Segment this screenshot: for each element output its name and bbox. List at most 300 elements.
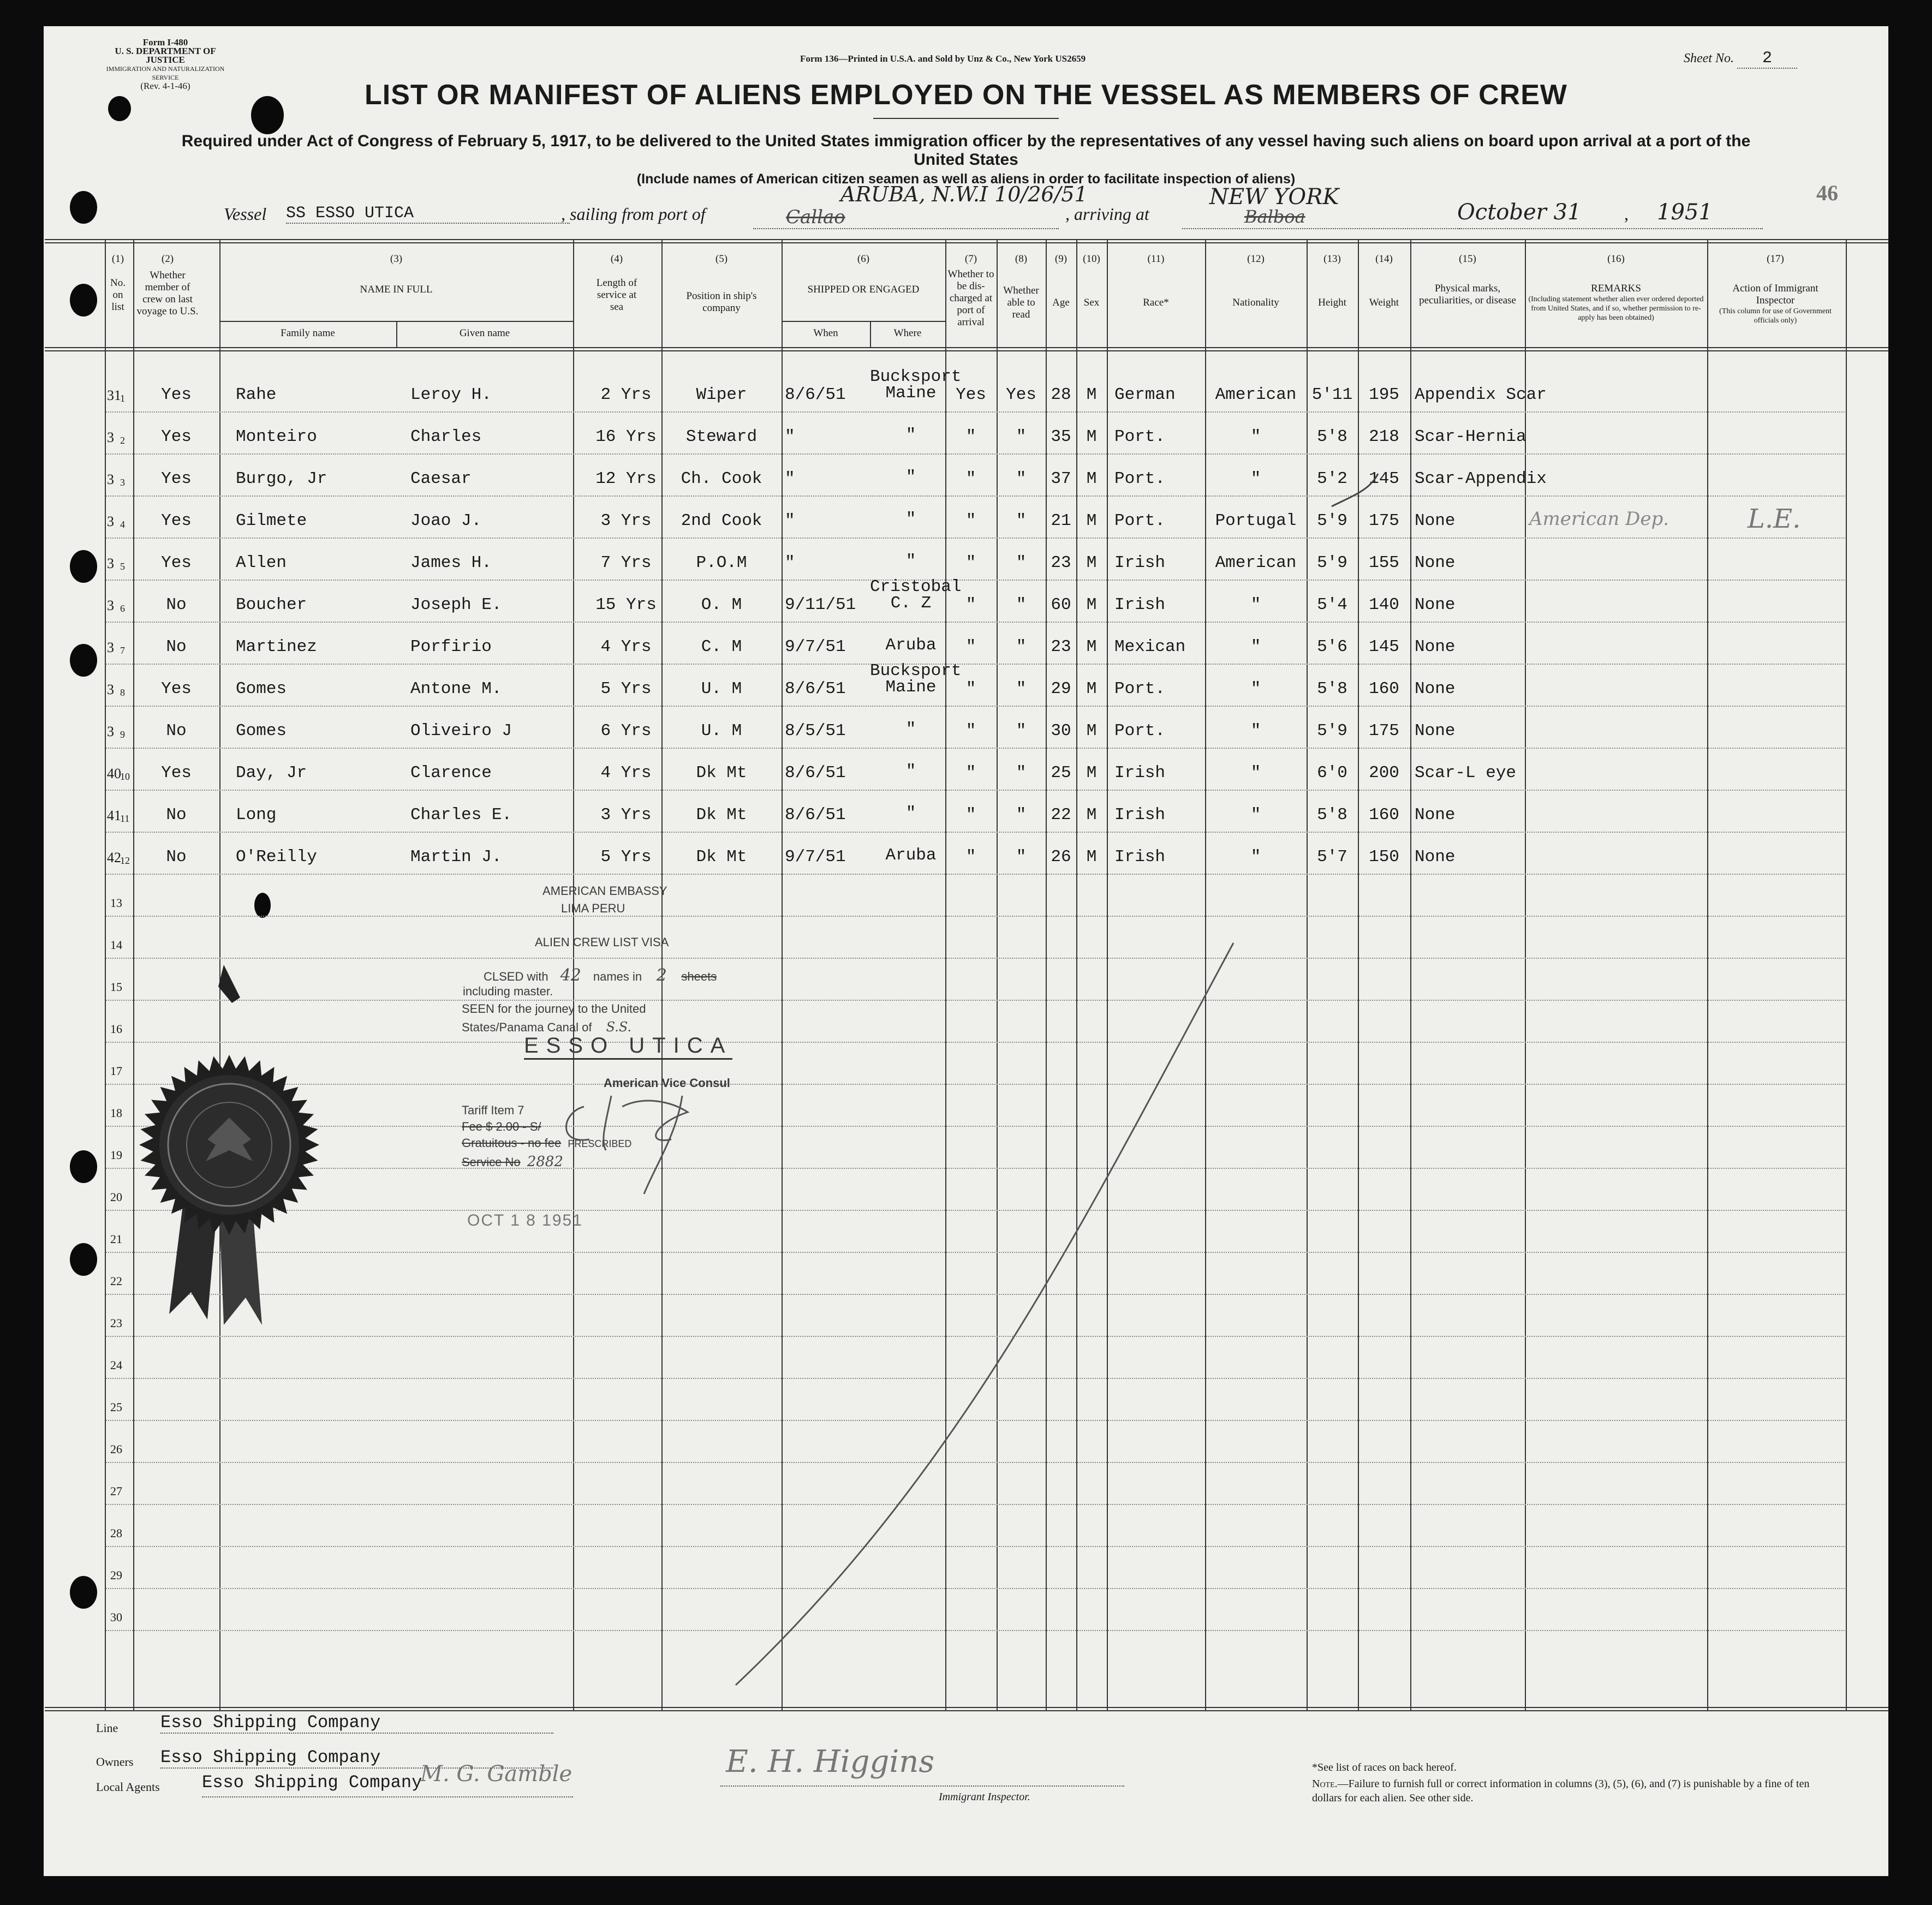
family-name: Long [236,805,277,825]
family-name: Monteiro [236,427,317,446]
row-number: 42 [107,850,121,865]
sailing-label: , sailing from port of [561,204,706,224]
nationality: American [1215,553,1297,572]
crew-on-last-voyage: Yes [161,385,192,404]
length-of-service: 7 Yrs [600,553,652,572]
line-number: 9 [120,729,125,740]
stamp-closed-label: CLSED with [484,970,548,983]
sex: M [1086,847,1097,867]
stamp-names-label: names in [593,970,642,983]
family-name: O'Reilly [236,847,317,867]
physical-marks: None [1415,637,1456,656]
given-name: Antone M. [410,679,502,698]
shipped-where: " [905,762,916,781]
inspector-action: L.E. [1748,504,1801,534]
col-14-label: Weight [1369,297,1399,308]
col-1-num: (1) [111,253,124,265]
physical-marks: None [1415,679,1456,698]
shipped-when: " [785,553,795,572]
nationality: " [1250,805,1261,825]
position: Wiper [696,385,747,404]
shipped-where: Aruba [885,636,937,655]
sex: M [1086,511,1097,530]
height: 5'9 [1317,721,1347,740]
stamp-seen: SEEN for the journey to the United [462,1002,646,1016]
col-4-num: (4) [610,253,623,265]
col-16-sub: (Including statement whether alien ever ordered deported from United States, and if so, whether permission to re-apply has been obtained) [1528,295,1704,322]
shipped-where: Bucksport Maine [870,661,962,697]
col-7-label: Whether to be dis-charged at port of arrival [947,268,994,328]
col-8-num: (8) [1015,253,1028,265]
given-name: Martin J. [410,847,502,867]
nationality: " [1250,763,1261,783]
footer-owners-value: Esso Shipping Company [160,1747,553,1769]
stamp-fee: Fee $ 2.00 - S/ [462,1120,541,1133]
weight: 218 [1369,427,1399,446]
line-number: 17 [110,1064,122,1078]
age: 60 [1051,595,1071,614]
physical-marks: None [1415,805,1456,825]
row-number: 3 [107,724,114,739]
weight: 160 [1369,805,1399,825]
height: 5'9 [1317,511,1347,530]
crew-on-last-voyage: No [166,637,187,656]
discharged: " [965,553,976,572]
nationality: Portugal [1215,511,1297,530]
able-to-read: " [1016,595,1027,614]
weight: 140 [1369,595,1399,614]
line-number: 6 [120,603,125,614]
line-number: 30 [110,1610,122,1624]
nationality: " [1250,637,1261,656]
shipped-when: 9/11/51 [785,595,856,614]
col-2-num: (2) [161,253,174,265]
col-13-num: (13) [1323,253,1341,265]
col-5-num: (5) [715,253,728,265]
line-number: 10 [120,771,130,782]
line-number: 4 [120,519,125,530]
age: 28 [1051,385,1071,404]
given-name: Charles [410,427,482,446]
shipped-where: " [905,552,916,571]
weight: 145 [1369,637,1399,656]
shipped-when: 8/6/51 [785,763,846,783]
length-of-service: 3 Yrs [600,511,652,530]
col-11-label: Race* [1143,297,1169,308]
col-16-num: (16) [1607,253,1625,265]
col-10-label: Sex [1083,297,1100,308]
race: Port. [1114,511,1166,530]
stamp-visa-title: ALIEN CREW LIST VISA [535,935,669,949]
stamp-names-count: 42 [560,966,581,985]
printer-note: Form 136—Printed in U.S.A. and Sold by Unz & Co., New York US2659 [800,53,1086,64]
sex: M [1086,637,1097,656]
arrival-struck: Balboa [1244,206,1305,227]
crew-on-last-voyage: Yes [161,511,192,530]
shipped-when: 8/5/51 [785,721,846,740]
family-name: Burgo, Jr [236,469,327,488]
race: Port. [1114,721,1166,740]
shipped-when: " [785,427,795,446]
line-number: 22 [110,1274,122,1288]
weight: 145 [1369,469,1399,488]
col-9-label: Age [1052,297,1070,308]
service: IMMIGRATION AND NATURALIZATION SERVICE [106,65,225,81]
family-name: Gomes [236,679,287,698]
shipped-when: 8/6/51 [785,385,846,404]
col-8-label: Whether able to read [1003,285,1039,320]
line-number: 14 [110,938,122,952]
line-number: 21 [110,1232,122,1246]
physical-marks: None [1415,595,1456,614]
line-number: 15 [110,980,122,994]
stamp-service-label: Service No [462,1155,521,1169]
position: Ch. Cook [681,469,762,488]
shipped-when: " [785,511,795,530]
form-number: Form I-480 [142,37,188,47]
sex: M [1086,427,1097,446]
page-title: LIST OR MANIFEST OF ALIENS EMPLOYED ON THE VESSEL AS MEMBERS OF CREW [365,79,1567,111]
race: German [1114,385,1176,404]
shipped-where: Bucksport Maine [870,367,962,403]
row-number: 3 [107,429,114,445]
age: 21 [1051,511,1071,530]
footer-agents-value: Esso Shipping Company [202,1772,422,1793]
discharged: " [965,847,976,867]
footer-line-label: Line [96,1721,118,1735]
height: 5'6 [1317,637,1347,656]
crew-on-last-voyage: Yes [161,427,192,446]
physical-marks: Appendix Scar [1415,385,1547,404]
col-6-when: When [813,327,838,339]
shipped-when: 8/6/51 [785,679,846,698]
line-number: 13 [110,896,122,910]
line-number: 1 [120,393,125,404]
given-name: Leroy H. [410,385,492,404]
col-6-where: Where [893,327,922,339]
crew-on-last-voyage: No [166,721,187,740]
sex: M [1086,553,1097,572]
line-number: 12 [120,855,130,866]
inspector-label: Immigrant Inspector. [939,1791,1030,1803]
crew-on-last-voyage: Yes [161,469,192,488]
able-to-read: " [1016,511,1027,530]
stamp-canal-label: States/Panama Canal of [462,1020,592,1034]
line-number: 25 [110,1400,122,1414]
col-12-label: Nationality [1232,297,1279,308]
line-number: 18 [110,1106,122,1120]
family-name: Allen [236,553,287,572]
given-name: Joao J. [410,511,482,530]
height: 5'8 [1317,427,1347,446]
discharged: " [965,679,976,698]
height: 5'8 [1317,805,1347,825]
col-3-given: Given name [459,327,510,339]
subtitle-note: (Include names of American citizen seamen as well as aliens in order to facilitate inspection of aliens) [636,171,1296,187]
position: P.O.M [696,553,747,572]
sex: M [1086,805,1097,825]
sheet-label: Sheet No. [1684,51,1734,65]
stamp-prescribed: PRESCRIBED [568,1138,632,1149]
remarks: American Dep. [1529,508,1669,530]
footer-line-value: Esso Shipping Company [160,1712,553,1734]
page-number: 46 [1816,181,1838,205]
discharged: Yes [956,385,986,404]
physical-marks: None [1415,553,1456,572]
length-of-service: 5 Yrs [600,847,652,867]
line-number: 8 [120,687,125,698]
stamp-city: LIMA PERU [561,901,625,915]
family-name: Day, Jr [236,763,307,783]
line-number: 26 [110,1442,122,1456]
nationality: " [1250,847,1261,867]
inspector-signature: E. H. Higgins [726,1744,935,1779]
sex: M [1086,763,1097,783]
able-to-read: " [1016,763,1027,783]
line-number: 3 [120,477,125,488]
race: Irish [1114,805,1166,825]
race: Irish [1114,553,1166,572]
family-name: Gilmete [236,511,307,530]
length-of-service: 15 Yrs [595,595,657,614]
line-number: 23 [110,1316,122,1330]
sex: M [1086,385,1097,404]
stamp-service-number: 2882 [527,1154,563,1170]
position: U. M [701,721,742,740]
row-number: 3 [107,640,114,655]
able-to-read: Yes [1006,385,1036,404]
discharged: " [965,805,976,825]
crew-on-last-voyage: Yes [161,553,192,572]
given-name: Oliveiro J [410,721,512,740]
stamp-gratuitous-label: Gratuitous - no fee [462,1136,562,1150]
col-5-label: Position in ship's company [686,290,757,314]
stamp-tariff: Tariff Item 7 [462,1103,524,1117]
vessel-label: Vessel [224,204,267,224]
length-of-service: 3 Yrs [600,805,652,825]
line-number: 19 [110,1148,122,1162]
nationality: " [1250,427,1261,446]
discharged: " [965,511,976,530]
position: Dk Mt [696,763,747,783]
row-number: 3 [107,682,114,697]
given-name: Joseph E. [410,595,502,614]
age: 23 [1051,553,1071,572]
position: Dk Mt [696,805,747,825]
arrival-date: October 31 [1457,200,1582,225]
height: 6'0 [1317,763,1347,783]
line-number: 2 [120,435,125,446]
shipped-when: 8/6/51 [785,805,846,825]
col-10-num: (10) [1083,253,1100,265]
row-number: 40 [107,766,121,781]
length-of-service: 2 Yrs [600,385,652,404]
discharged: " [965,427,976,446]
height: 5'8 [1317,679,1347,698]
race: Port. [1114,469,1166,488]
position: Dk Mt [696,847,747,867]
line-number: 16 [110,1022,122,1036]
able-to-read: " [1016,427,1027,446]
length-of-service: 5 Yrs [600,679,652,698]
able-to-read: " [1016,847,1027,867]
weight: 160 [1369,679,1399,698]
row-number: 31 [107,387,121,403]
family-name: Boucher [236,595,307,614]
inspector-underline [720,1785,1124,1787]
race: Mexican [1114,637,1186,656]
position: 2nd Cook [681,511,762,530]
physical-marks: None [1415,847,1456,867]
arriving-label: , arriving at [1065,204,1149,224]
given-name: Clarence [410,763,492,783]
height: 5'7 [1317,847,1347,867]
crew-on-last-voyage: No [166,805,187,825]
able-to-read: " [1016,721,1027,740]
discharged: " [965,595,976,614]
height: 5'11 [1311,385,1353,404]
position: Steward [685,427,758,446]
col-17-num: (17) [1767,253,1784,265]
nationality: " [1250,469,1261,488]
sheet-value: 2 [1737,49,1797,69]
port-of-departure: ARUBA, N.W.I 10/26/51 [840,182,1088,206]
weight: 175 [1369,721,1399,740]
weight: 200 [1369,763,1399,783]
col-2-label: Whether member of crew on last voyage to U.S. [136,270,199,317]
discharged: " [965,721,976,740]
stamp-ss: S.S. [606,1019,632,1035]
age: 26 [1051,847,1071,867]
col-1-label: No. on list [110,277,126,313]
stamp-sheets-label: sheets [681,970,717,983]
physical-marks: Scar-Hernia [1415,427,1526,446]
given-name: Porfirio [410,637,492,656]
length-of-service: 6 Yrs [600,721,652,740]
footer-agents-label: Local Agents [96,1780,160,1794]
sex: M [1086,469,1097,488]
age: 35 [1051,427,1071,446]
sex: M [1086,679,1097,698]
col-6-num: (6) [857,253,870,265]
line-number: 27 [110,1484,122,1498]
agents-underline [202,1796,573,1797]
col-3-label: NAME IN FULL [360,284,433,295]
stamp-sheets-count: 2 [656,966,667,985]
shipped-where: " [905,804,916,823]
length-of-service: 12 Yrs [595,469,657,488]
stamp-canal [462,1019,631,1035]
shipped-when: 9/7/51 [785,847,846,867]
position: U. M [701,679,742,698]
races-note: *See list of races on back hereof. [1312,1761,1457,1773]
stamp-including: including master. [463,984,553,998]
given-name: Caesar [410,469,472,488]
age: 22 [1051,805,1071,825]
col-13-label: Height [1318,297,1346,308]
crew-on-last-voyage: Yes [161,679,192,698]
position: O. M [701,595,742,614]
family-name: Rahe [236,385,277,404]
col-11-num: (11) [1147,253,1165,265]
consular-seal [136,965,322,1341]
weight: 155 [1369,553,1399,572]
discharged: " [965,637,976,656]
arrival-year: 1951 [1657,200,1713,225]
row-number: 3 [107,598,114,613]
stamp-embassy: AMERICAN EMBASSY [542,884,667,898]
length-of-service: 16 Yrs [595,427,657,446]
line-number: 7 [120,645,125,656]
line-number: 11 [120,813,130,824]
shipped-where: " [905,468,916,487]
line-number: 28 [110,1526,122,1540]
col-15-label: Physical marks, peculiarities, or disease [1419,283,1516,306]
subtitle: Required under Act of Congress of February 5, 1917, to be delivered to the United States immigration officer by the representatives of any vessel having such aliens on board upon arrival at a port of the United States [181,132,1751,169]
crew-on-last-voyage: No [166,595,187,614]
able-to-read: " [1016,679,1027,698]
shipped-where: Aruba [885,846,937,865]
row-number: 41 [107,808,121,823]
given-name: Charles E. [410,805,512,825]
physical-marks: None [1415,511,1456,530]
race: Irish [1114,595,1166,614]
able-to-read: " [1016,637,1027,656]
shipped-where: Cristobal C. Z [870,577,962,613]
age: 25 [1051,763,1071,783]
vessel-name: SS ESSO UTICA [286,204,570,224]
race: Irish [1114,847,1166,867]
discharged: " [965,763,976,783]
line-number: 20 [110,1190,122,1204]
stamp-closed [484,966,717,985]
col-4-label: Length of service at sea [596,277,637,313]
length-of-service: 4 Yrs [600,637,652,656]
shipped-where: " [905,426,916,445]
footer-agents-signature: M. G. Gamble [420,1761,573,1787]
position: C. M [701,637,742,656]
nationality: " [1250,721,1261,740]
weight: 175 [1369,511,1399,530]
col-17-sub: (This column for use of Government officials only) [1719,307,1832,325]
family-name: Martinez [236,637,317,656]
revision: (Rev. 4-1-46) [140,81,190,91]
department: U. S. DEPARTMENT OF JUSTICE [115,46,216,65]
stamp-vice-consul: American Vice Consul [604,1076,730,1090]
shipped-when: " [785,469,795,488]
given-name: James H. [410,553,492,572]
consul-signature [546,1074,720,1205]
race: Port. [1114,679,1166,698]
date-comma: , [1624,204,1629,224]
nationality: " [1250,595,1261,614]
race: Irish [1114,763,1166,783]
line-number: 24 [110,1358,122,1372]
manifest-sheet [44,26,1888,1876]
note-text: —Failure to furnish full or correct information in columns (3), (5), (6), and (7) is punishable by a fine of ten dollars for each alien. See other side. [1312,1778,1810,1804]
height: 5'9 [1317,553,1347,572]
age: 30 [1051,721,1071,740]
shipped-where: " [905,720,916,739]
able-to-read: " [1016,469,1027,488]
footer-owners-label: Owners [96,1755,134,1769]
age: 23 [1051,637,1071,656]
arrival-port: NEW YORK [1209,184,1339,210]
port-struck: Callao [786,206,845,228]
col-9-num: (9) [1054,253,1068,265]
line-number: 5 [120,561,125,572]
physical-marks: Scar-L eye [1415,763,1517,783]
